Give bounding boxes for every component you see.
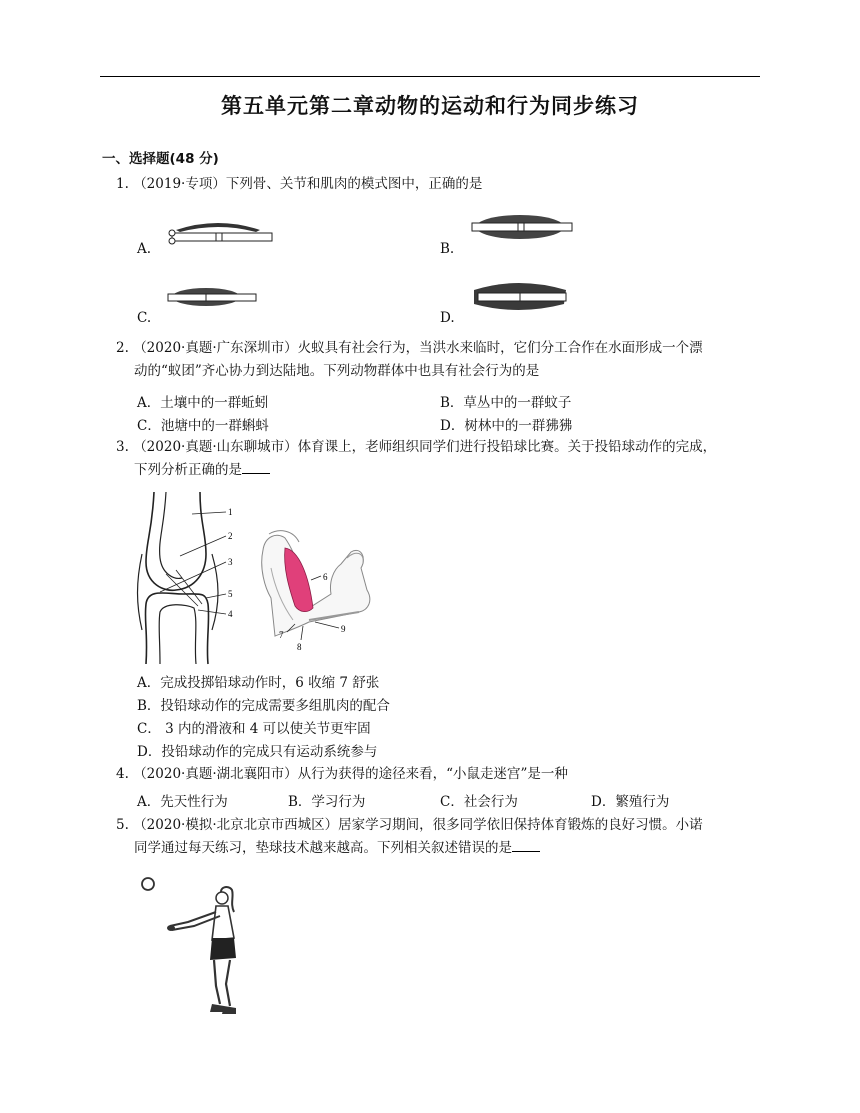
question-number: 1.: [116, 176, 129, 192]
answer-blank[interactable]: [512, 839, 540, 852]
arm-label: 7: [279, 630, 284, 640]
figure-1c-bone-muscle: [166, 284, 258, 314]
question-2: [116, 337, 766, 360]
question-number: 2.: [116, 340, 129, 356]
question-text-line2: 同学通过每天练习，垫球技术越来越高。下列相关叙述错误的是: [134, 840, 512, 856]
question-3: [116, 436, 766, 459]
option-b[interactable]: B．学习行为: [288, 794, 366, 810]
figure-arm-muscle-diagram: [255, 528, 385, 652]
question-number: 3.: [116, 439, 129, 455]
arm-label: 9: [341, 624, 346, 634]
question-text-line2: 动的“蚁团”齐心协力到达陆地。下列动物群体中也具有社会行为的是: [134, 363, 540, 379]
answer-blank[interactable]: [242, 461, 270, 474]
joint-label: 5: [228, 589, 233, 599]
option-c[interactable]: C．社会行为: [440, 794, 518, 810]
question-text-line2: 下列分析正确的是: [134, 462, 242, 478]
option-a[interactable]: A.: [137, 241, 152, 257]
figure-1d-bone-muscle: [468, 280, 576, 314]
figure-joint-diagram: [136, 492, 246, 664]
figure-1b-bone-muscle: [468, 210, 576, 244]
question-number: 5.: [116, 817, 129, 833]
option-d[interactable]: D．树林中的一群狒狒: [440, 418, 573, 434]
question-1: [116, 173, 766, 196]
question-3-continued: [134, 459, 784, 482]
option-b[interactable]: B．投铅球动作的完成需要多组肌肉的配合: [137, 698, 390, 714]
arm-label: 6: [323, 572, 328, 582]
question-5: [116, 814, 766, 837]
option-a[interactable]: A．先天性行为: [137, 794, 228, 810]
question-text-line1: （2020·真题·山东聊城市）体育课上，老师组织同学们进行投铅球比赛。关于投铅球动作的完成，: [133, 439, 717, 455]
question-text-line1: （2020·真题·广东深圳市）火蚁具有社会行为，当洪水来临时，它们分工合作在水面形成一个漂: [133, 340, 703, 356]
arm-label: 8: [297, 642, 302, 652]
question-4: [116, 763, 766, 786]
question-2-continued: [134, 360, 784, 383]
figure-1a-bone-muscle: [168, 218, 276, 250]
option-c[interactable]: C.: [137, 310, 152, 326]
joint-label: 2: [228, 531, 233, 541]
option-b[interactable]: B.: [440, 241, 455, 257]
question-5-continued: [134, 837, 784, 860]
question-text-line1: （2020·模拟·北京北京市西城区）居家学习期间，很多同学依旧保持体育锻炼的良好习惯。小诺: [133, 817, 703, 833]
header-rule: [100, 76, 760, 77]
page-title: 第五单元第二章动物的运动和行为同步练习: [221, 94, 639, 118]
joint-label: 4: [228, 609, 233, 619]
question-text: （2020·真题·湖北襄阳市）从行为获得的途径来看，“小鼠走迷宫”是一种: [133, 766, 568, 782]
option-a[interactable]: A．完成投掷铅球动作时，6 收缩 7 舒张: [137, 675, 380, 691]
joint-label: 3: [228, 557, 233, 567]
figure-volleyball-player: [138, 874, 248, 1024]
question-text: （2019·专项）下列骨、关节和肌肉的模式图中，正确的是: [133, 176, 483, 192]
option-d[interactable]: D．繁殖行为: [591, 794, 670, 810]
option-a[interactable]: A．土壤中的一群蚯蚓: [137, 395, 269, 411]
joint-label: 1: [228, 507, 233, 517]
question-number: 4.: [116, 766, 129, 782]
option-c[interactable]: C． 3 内的滑液和 4 可以使关节更牢固: [137, 721, 371, 737]
section-heading: 一、选择题(48 分): [102, 151, 219, 167]
option-d[interactable]: D.: [440, 310, 455, 326]
option-c[interactable]: C．池塘中的一群蝌蚪: [137, 418, 269, 434]
option-b[interactable]: B．草丛中的一群蚊子: [440, 395, 572, 411]
option-d[interactable]: D．投铅球动作的完成只有运动系统参与: [137, 744, 378, 760]
